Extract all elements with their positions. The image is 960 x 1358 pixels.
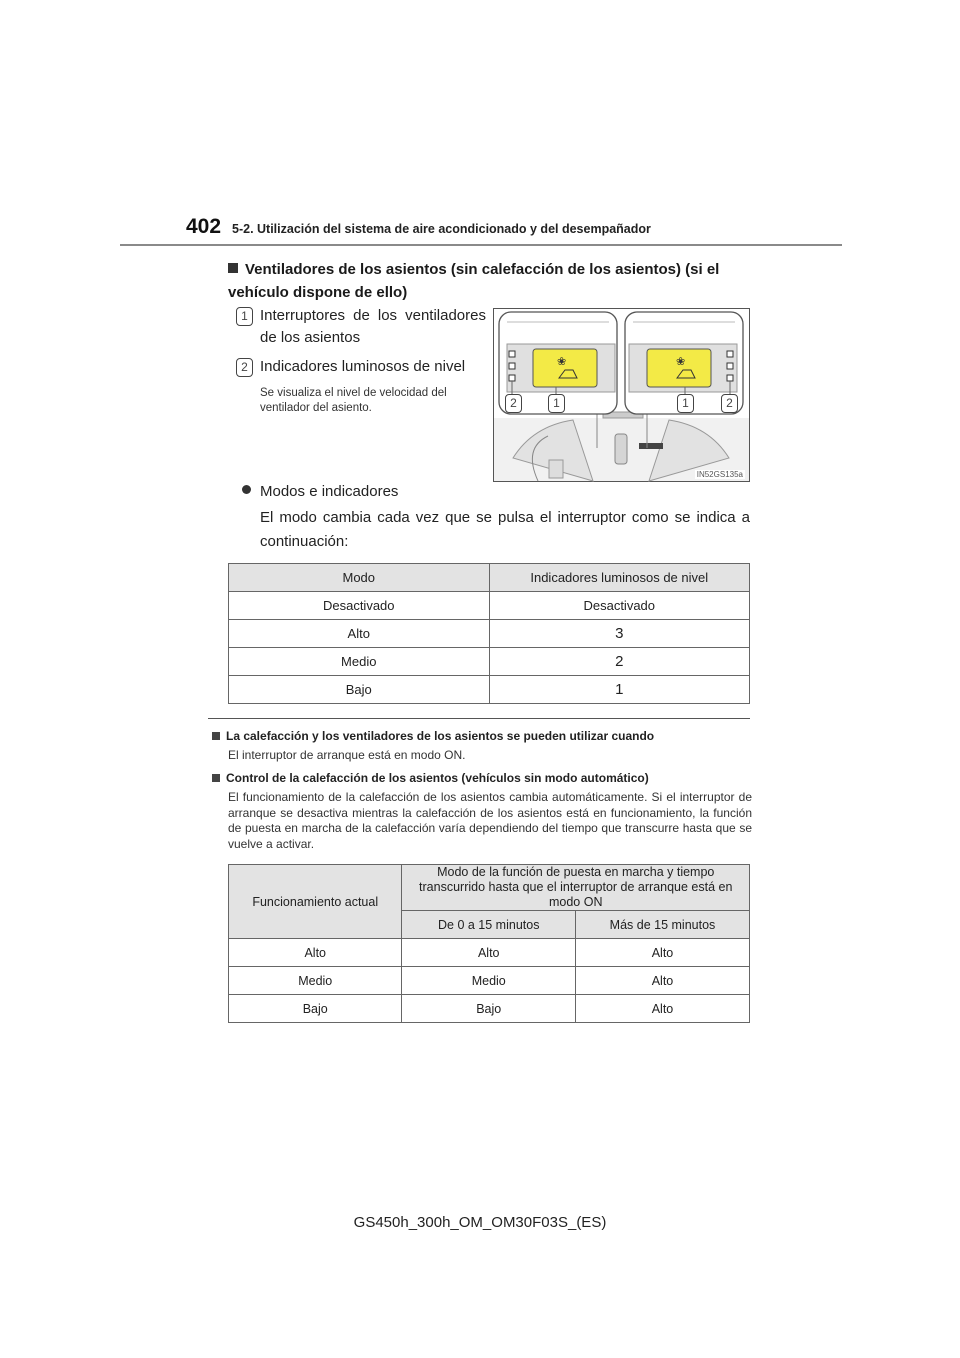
legend-text-1: Interruptores de los ventiladores de los asientos: [260, 307, 486, 346]
table-cell: Medio: [229, 648, 490, 676]
table-cell: Bajo: [229, 676, 490, 704]
callout-number-icon: 1: [677, 394, 694, 413]
table-row: [229, 939, 750, 967]
table-cell: Medio: [402, 967, 575, 995]
note-2: [212, 771, 752, 852]
table-header: Funcionamiento actual: [229, 865, 402, 939]
image-code: IN52GS135a: [696, 470, 743, 479]
startup-function-table: [228, 864, 750, 1023]
table-cell: Bajo: [402, 995, 575, 1023]
page-number: 402: [186, 215, 222, 238]
bullet-icon: [242, 485, 251, 494]
modes-intro: El modo cambia cada vez que se pulsa el interruptor como se indica a continuación:: [260, 509, 750, 550]
table-cell: Desactivado: [229, 592, 490, 620]
notes-divider: [208, 718, 750, 719]
table-row: [229, 648, 750, 676]
document-code: GS450h_300h_OM_OM30F03S_(ES): [353, 1214, 607, 1231]
modes-table: [228, 563, 750, 704]
table-cell: Alto: [575, 967, 749, 995]
modes-heading: [242, 480, 398, 504]
legend-desc-2: Se visualiza el nivel de velocidad del ventilador del asiento.: [260, 387, 447, 414]
callout-number-icon: 2: [236, 358, 253, 377]
note-square-icon: [212, 774, 220, 782]
note-title: La calefacción y los ventiladores de los asientos se pueden utilizar cuando: [226, 729, 655, 743]
header-divider: [120, 244, 842, 246]
table-cell: Alto: [229, 620, 490, 648]
table-cell: Bajo: [229, 995, 402, 1023]
table-cell: Alto: [229, 939, 402, 967]
table-row: [229, 620, 750, 648]
table-header: Modo: [229, 564, 490, 592]
table-header: Modo de la función de puesta en marcha y tiempo transcurrido hasta que el interruptor de arranque está en modo ON: [402, 865, 750, 911]
svg-text:❀: ❀: [557, 355, 567, 368]
legend-item-2: [236, 356, 486, 416]
note-body: El funcionamiento de la calefacción de los asientos cambia automáticamente. Si el interruptor de arranque se desactiva mientras la calefacción de los asientos está en funcionamiento, la función de puesta en marcha de la calefacción varía dependiendo del tiempo que transcurre hasta que se vuelve a activar.: [228, 790, 752, 851]
callout-number-icon: 1: [236, 307, 253, 326]
section-title-text: Ventiladores de los asientos (sin calefacción de los asientos) (si el vehículo dispone de ello): [228, 261, 720, 301]
note-body: El interruptor de arranque está en modo ON.: [228, 748, 466, 762]
table-cell: 1: [489, 676, 750, 704]
table-cell: Alto: [575, 939, 749, 967]
running-title: 5-2. Utilización del sistema de aire acondicionado y del desempañador: [232, 222, 651, 236]
note-square-icon: [212, 732, 220, 740]
table-cell: Alto: [575, 995, 749, 1023]
callout-number-icon: 2: [505, 394, 522, 413]
note-title: Control de la calefacción de los asientos (vehículos sin modo automático): [226, 771, 649, 785]
table-cell: 2: [489, 648, 750, 676]
modes-heading-text: Modos e indicadores: [260, 483, 399, 500]
callout-number-icon: 2: [721, 394, 738, 413]
table-cell: Desactivado: [489, 592, 750, 620]
table-cell: Alto: [402, 939, 575, 967]
legend-item-1: [236, 305, 486, 349]
section-square-icon: [228, 263, 238, 273]
callout-number-icon: 1: [548, 394, 565, 413]
table-row: [229, 967, 750, 995]
table-cell: 3: [489, 620, 750, 648]
section-title: [228, 258, 758, 304]
legend-text-2: Indicadores luminosos de nivel: [260, 358, 466, 375]
note-1: [212, 729, 752, 764]
table-subheader: De 0 a 15 minutos: [402, 911, 575, 939]
table-row: [229, 676, 750, 704]
table-row: [229, 995, 750, 1023]
table-subheader: Más de 15 minutos: [575, 911, 749, 939]
table-cell: Medio: [229, 967, 402, 995]
table-header: Indicadores luminosos de nivel: [489, 564, 750, 592]
svg-text:❀: ❀: [676, 355, 686, 368]
console-drawing: [493, 308, 750, 482]
seat-ventilation-illustration: [493, 308, 750, 482]
table-row: [229, 592, 750, 620]
